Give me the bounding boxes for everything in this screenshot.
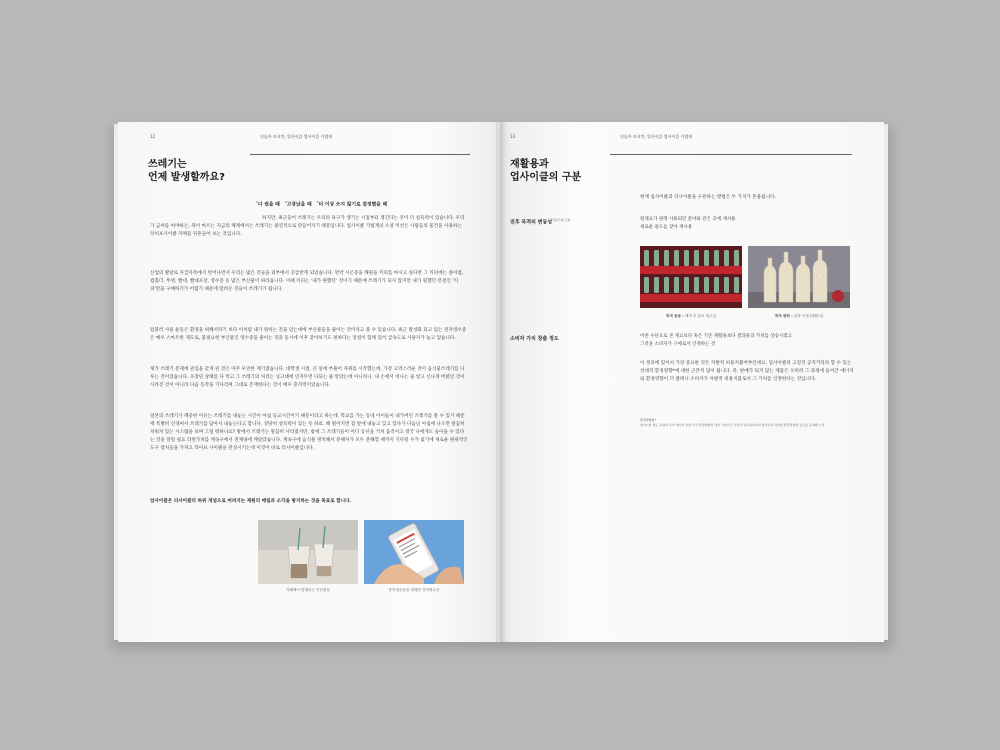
conclusion-paragraph: 이 정의에 있어서 가장 중요한 것은 자발적 비용지불여부인데요. 업사이클의 고질적 공격거리라 할 수 있는 상대적 환경영향*에 대한 근본적 답이 됩니다. 즉, 판매가 되지 않는 제품은 오히려 그 과정에 들어간 에너지와 환경영향이 더 클테니 소비자가 자발적 비용지불로서 그 가치를 인정한다는 것입니다. xyxy=(640,361,854,382)
cafe-cups-illustration xyxy=(258,520,358,584)
case-3: 더 이상 쓰지 않기로 결정했을 때 xyxy=(318,201,388,208)
criterion-name-2: 소비자 가치 창출 정도 xyxy=(510,336,559,342)
e-receipt-photo xyxy=(364,520,464,584)
left-page xyxy=(118,122,506,642)
title-line-1: 재활용과 xyxy=(510,159,549,170)
criterion-note-1: 리유즈와 포함 xyxy=(552,218,571,222)
title-line-1: 쓰레기는 xyxy=(148,159,187,170)
header-rule xyxy=(250,154,470,155)
page-number: 13 xyxy=(510,134,516,139)
criterion-desc-2 xyxy=(640,333,876,349)
paragraph-4: 제가 쓰레기 문제에 관심을 갖게 된 것은 아주 우연한 계기였습니다. 대학생 시절, 큰 일에 부풀어 자취를 시작했는데, 가장 고역스러운 것이 음식물쓰레기를 다루는 것이었습니다. 포장된 상태를 다 먹고 그 쓰레기의 처리는 싱크대에 던져두면 다되는 줄 알았는데 아니라니, 내 손에서 떠나는 줄 알고 신나게 버렸던 것이 사라진 것이 아니라 다음 동작을 기다리며 그대로 존재한다는 것이 매우 충격적이었습니다. xyxy=(150,367,465,388)
title-line-2: 언제 발생할까요? xyxy=(148,172,225,183)
caption-e-receipt: 종이영수증을 대체한 전자영수증 xyxy=(388,588,440,592)
header-rule xyxy=(610,154,852,155)
caption-cola-bottles xyxy=(640,314,742,319)
footnote-title: 환경영향량* xyxy=(640,418,656,422)
paragraph-1: 하지만, 최근들어 쓰레기는 우리의 욕구가 생기는 시점부터 생긴다는 것이 더 설득력이 있습니다. 우리가 금씨를 써야하는, 목이 마르는 지금의 체계에서는 쓰레기는 필연적으로 만들어지기 때문입니다. 업사이클 가법게의 소셜 미션은 사람들의 물건을 사용하는 라이프사이클 자체를 뒤흔들어 보는 것입니다. xyxy=(150,216,465,237)
caption-2-text: 술병 조명 (레틀지) xyxy=(793,314,824,318)
lit-bottles-illustration xyxy=(748,246,850,308)
criterion-line-2b: 그것을 소비자가 구매로서 인정하는 것 xyxy=(640,342,716,347)
footnote: 업사이클 제도 과정의 투자 에너지 자원 투여 환경영향과 대한 사업으로 처리가 일하여야하여 업사이클 과업의 환경영향량 감소를 증대해 노력 xyxy=(640,423,825,427)
caption-1-text: 세척 후 음료 재주입 xyxy=(684,314,717,318)
title-line-2: 업사이클의 구분 xyxy=(510,172,582,183)
paragraph-2: 산업의 발달로 자급자족에서 벗어나면서 우리는 많은 것들을 외부에서 공급받게 되었습니다. 만약 시곤증을 해원을 커피를 마시고 싶다면 그 커피에는 종이컵, 컵홀더, 뚜껑, 빨대, 빨대포장, 영수증 등 많은 부산물이 따라옵니다. 이때 커피는 '내가 원했던' 것이기 때문에 쓰레기가 되지 않지만 내가 원했던 본질인 '커피'만을 구매하기가 어렵기 때문에 딸려온 것들이 쓰레기가 됩니다. xyxy=(150,271,464,292)
bottle-crates-illustration xyxy=(640,246,742,308)
final-paragraph: 업사이클은 리사이클의 하위 개념으로 버려지는 재원의 매립과 소각을 방지하는 것을 목표로 합니다. xyxy=(150,499,352,504)
book-spine xyxy=(500,122,506,642)
running-head: 뒤돌아 보지만, 업사이클 업사이클 가법게 xyxy=(260,134,333,139)
phone-in-hand-illustration xyxy=(364,520,464,584)
case-number-2: 2 xyxy=(284,200,287,204)
criterion-line-1b: 새로운 용도를 찾아 재사용 xyxy=(640,225,693,230)
caption-1-bold: 목적 동동 : xyxy=(665,314,684,318)
page-title xyxy=(148,158,225,184)
running-head: 뒤돌아 보지만, 업사이클 업사이클 가법게 xyxy=(620,134,693,139)
case-1: 다 썼을 때 xyxy=(257,201,280,208)
criterion-line-1a: 원래요가 원래 사용되던 분야와 같은 곳에 재사용 xyxy=(640,217,736,222)
cola-bottles-photo xyxy=(640,246,742,308)
caption-cafe-byproducts: 카페에서 발생되는 부산물들 xyxy=(286,588,330,592)
cafe-byproducts-photo xyxy=(258,520,358,584)
intro-text: 현재 업사이클과 리사이클을 구분하는 방법은 두 가지가 혼용됩니다. xyxy=(640,195,776,200)
disposal-cases xyxy=(256,200,387,208)
paragraph-5: 일본의 쓰레기가 깨끗한 이유는 쓰레기를 내놓는 시간이 아침 등교시간이기 때문이라고 하는데, 학교를 가는 동네 아이들이 내가버린 쓰레기를 볼 수 있기 때문에 특별히 신경써서 쓰레기를 담아서 내놓는다고 합니다. 상당히 설득력이 있는 듯 하죠. 해 떨어지면 집 앞에 내놓고 잊고 있다가 다음날 아침에 나오면 말끔히 치워져 있는 시스템을 보며 그럴 뭐하나요? 방에서 쓰레기는 말끔히 사라졌지만, 밖에 그 쓰레기들이 어디 동선을 거쳐 움직이고 결국 나에게도 돌아올 수 있다는 것을 알릴 필요 라면가치를 계속구에서 전제내에 깨달았습니다. 계속구에 음식물 방치해서 분해자가 모두 분해할 때까지 기다릴 수가 없기에 새로운 원위적인 도구 장치들을 가져고 라이프 사이클을 완성시키는데 이것이 바로 리사이클입니다. xyxy=(150,414,468,451)
page-number: 12 xyxy=(150,134,156,139)
criterion-line-2a: 어떤 수단으로 본 재료보다 혹은 기존 재활용보다 결과물의 가치를 상승시켰고 xyxy=(640,334,792,339)
bottle-lights-photo xyxy=(748,246,850,308)
caption-bottle-lights xyxy=(748,314,850,319)
case-number-1: 1 xyxy=(256,200,258,204)
page-title xyxy=(510,158,581,184)
criterion-label-1 xyxy=(510,218,570,226)
caption-2-bold: 목적 변화 : xyxy=(774,314,793,318)
case-number-3: 3 xyxy=(316,200,319,204)
paragraph-3: 텀블러 사용 운동은 환경을 위해서라기 보다 이처럼 내가 원하는 것을 얻는데에 부산물들을 줄이는 것이라고 볼 수 있습니다. 최근 활성화 되고 있는 전자영수증은 매우 스마트한 제도로, 불필요한 부산물인 영수증을 줄이는 것과 동시에 이후 찾아보기도 편하다는 장점이 함께 있어 급속도로 사용자가 늘고 있습니다. xyxy=(150,328,467,341)
case-2: 고장났을 때 xyxy=(286,201,312,208)
right-page xyxy=(496,122,884,642)
criterion-label-2 xyxy=(510,335,559,342)
criterion-desc-1 xyxy=(640,216,870,232)
criterion-name-1: 전후 목적의 변동성 xyxy=(510,219,553,226)
